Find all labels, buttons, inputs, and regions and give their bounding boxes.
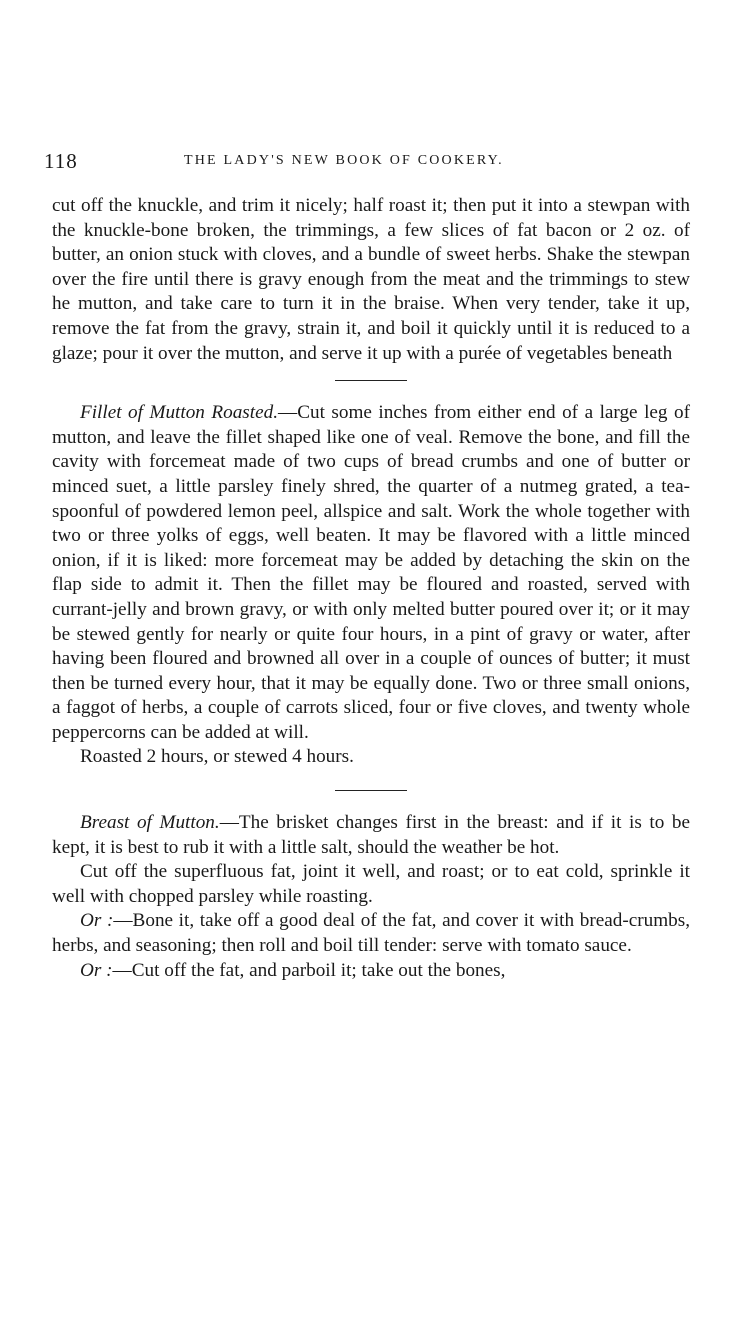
breast-alt-1 [52,909,690,958]
page-number: 118 [44,149,78,173]
breast-text: —The brisket changes first in the breast: and if it is to be kept, it is best to rub it with a little salt, should the weather be hot. [52,812,690,858]
section-divider [335,380,407,381]
fillet-timing: Roasted 2 hours, or stewed 4 hours. [80,746,354,768]
running-title: THE LADY'S NEW BOOK OF COOKERY. [184,153,504,168]
page-header [44,149,694,175]
alt-text: —Bone it, take off a good deal of the fat, and cover it with bread-crumbs, herbs, and seasoning; then roll and boil till tender: serve with tomato sauce. [52,910,691,957]
alt-text: —Cut off the fat, and parboil it; take out the bones, [112,959,506,981]
breast-alt-2 [52,959,690,984]
fillet-text: —Cut some inches from either end of a large leg of mutton, and leave the fillet shaped like one of veal. Remove the bone, and fill the cavity with forcemeat made of two cups of bread crumbs and one of butter or minced suet, a little parsley finely shred, the quarter of a nutmeg grated, a tea-spoonful of powdered lemon peel, allspice and salt. Work the whole together with two or three yolks of eggs, well beaten. It may be flavored with a little minced onion, if it is liked: more forcemeat may be added by detaching the skin on the flap side to admit it. Then the fillet may be floured and roasted, served with currant-jelly and brown gravy, or with only melted butter poured over it; or it may be stewed gently for nearly or quite four hours, in a pint of gravy or water, after having been floured and browned all over in a couple of ounces of butter; it must then be turned every hour, that it may be equally done. Two or three small onions, a faggot of herbs, a couple of carrots sliced, four or five cloves, and twenty whole peppercorns can be added at will. [52,402,690,743]
breast-title: Breast of Mutton. [80,812,220,834]
page-body [52,194,690,983]
fillet-title: Fillet of Mutton Roasted. [80,402,279,424]
breast-paragraph [52,811,690,860]
continued-paragraph: cut off the knuckle, and trim it nicely; half roast it; then put it into a stewpan with the knuckle-bone broken, the trimmings, a few slices of fat bacon or 2 oz. of butter, an onion stuck with cloves, and a bundle of sweet herbs. Shake the stewpan over the fire until there is gravy enough from the meat and the trimmings to stew he mutton, and take care to turn it in the braise. When very tender, take it up, remove the fat from the gravy, strain it, and boil it quickly until it is reduced to a glaze; pour it over the mutton, and serve it up with a purée of vegetables beneath [52,195,690,364]
breast-paragraph-2: Cut off the superfluous fat, joint it well, and roast; or to eat cold, sprinkle it well with chopped parsley while roasting. [52,861,690,907]
alt-label: Or : [80,910,114,932]
alt-label: Or : [80,959,113,981]
section-divider [335,790,407,791]
fillet-paragraph [52,401,690,745]
